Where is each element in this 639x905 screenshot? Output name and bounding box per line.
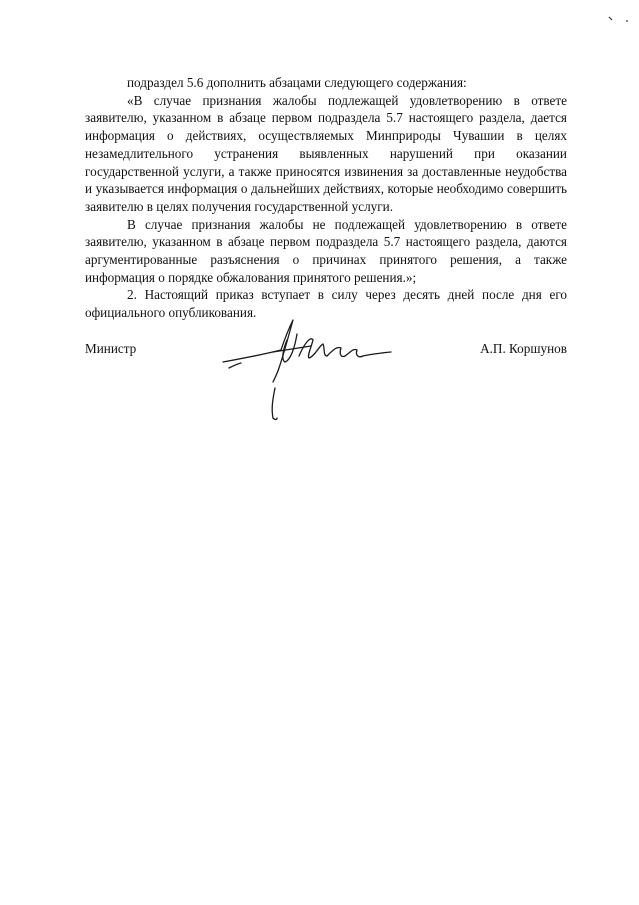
document-body bbox=[85, 74, 567, 322]
paragraph-effective-date: 2. Настоящий приказ вступает в силу через десять дней после дня его официального опубликования. bbox=[85, 287, 567, 321]
signer-name: А.П. Коршунов bbox=[480, 341, 567, 356]
paragraph-complaint-satisfied: «В случае признания жалобы подлежащей удовлетворению в ответе заявителю, указанном в абзаце первом подраздела 5.7 настоящего раздела, дается информация о действиях, осуществляемых Минприроды Чувашии в целях незамедлительного устранения выявленных нарушений при оказании государственной услуги, а также приносятся извинения за доставленные неудобства и указывается информация о дальнейших действиях, которые необходимо совершить заявителю в целях получения государственной услуги. bbox=[85, 92, 567, 214]
scan-marks bbox=[607, 14, 631, 28]
signer-title: Министр bbox=[85, 341, 137, 356]
paragraph-intro: подраздел 5.6 дополнить абзацами следующего содержания: bbox=[127, 75, 467, 90]
handwritten-signature bbox=[215, 316, 395, 426]
paragraph-complaint-rejected: В случае признания жалобы не подлежащей удовлетворению в ответе заявителю, указанном в абзаце первом подраздела 5.7 настоящего раздела, даются аргументированные разъяснения о причинах принятого решения, а также информация о порядке обжалования принятого решения.»; bbox=[85, 216, 567, 285]
